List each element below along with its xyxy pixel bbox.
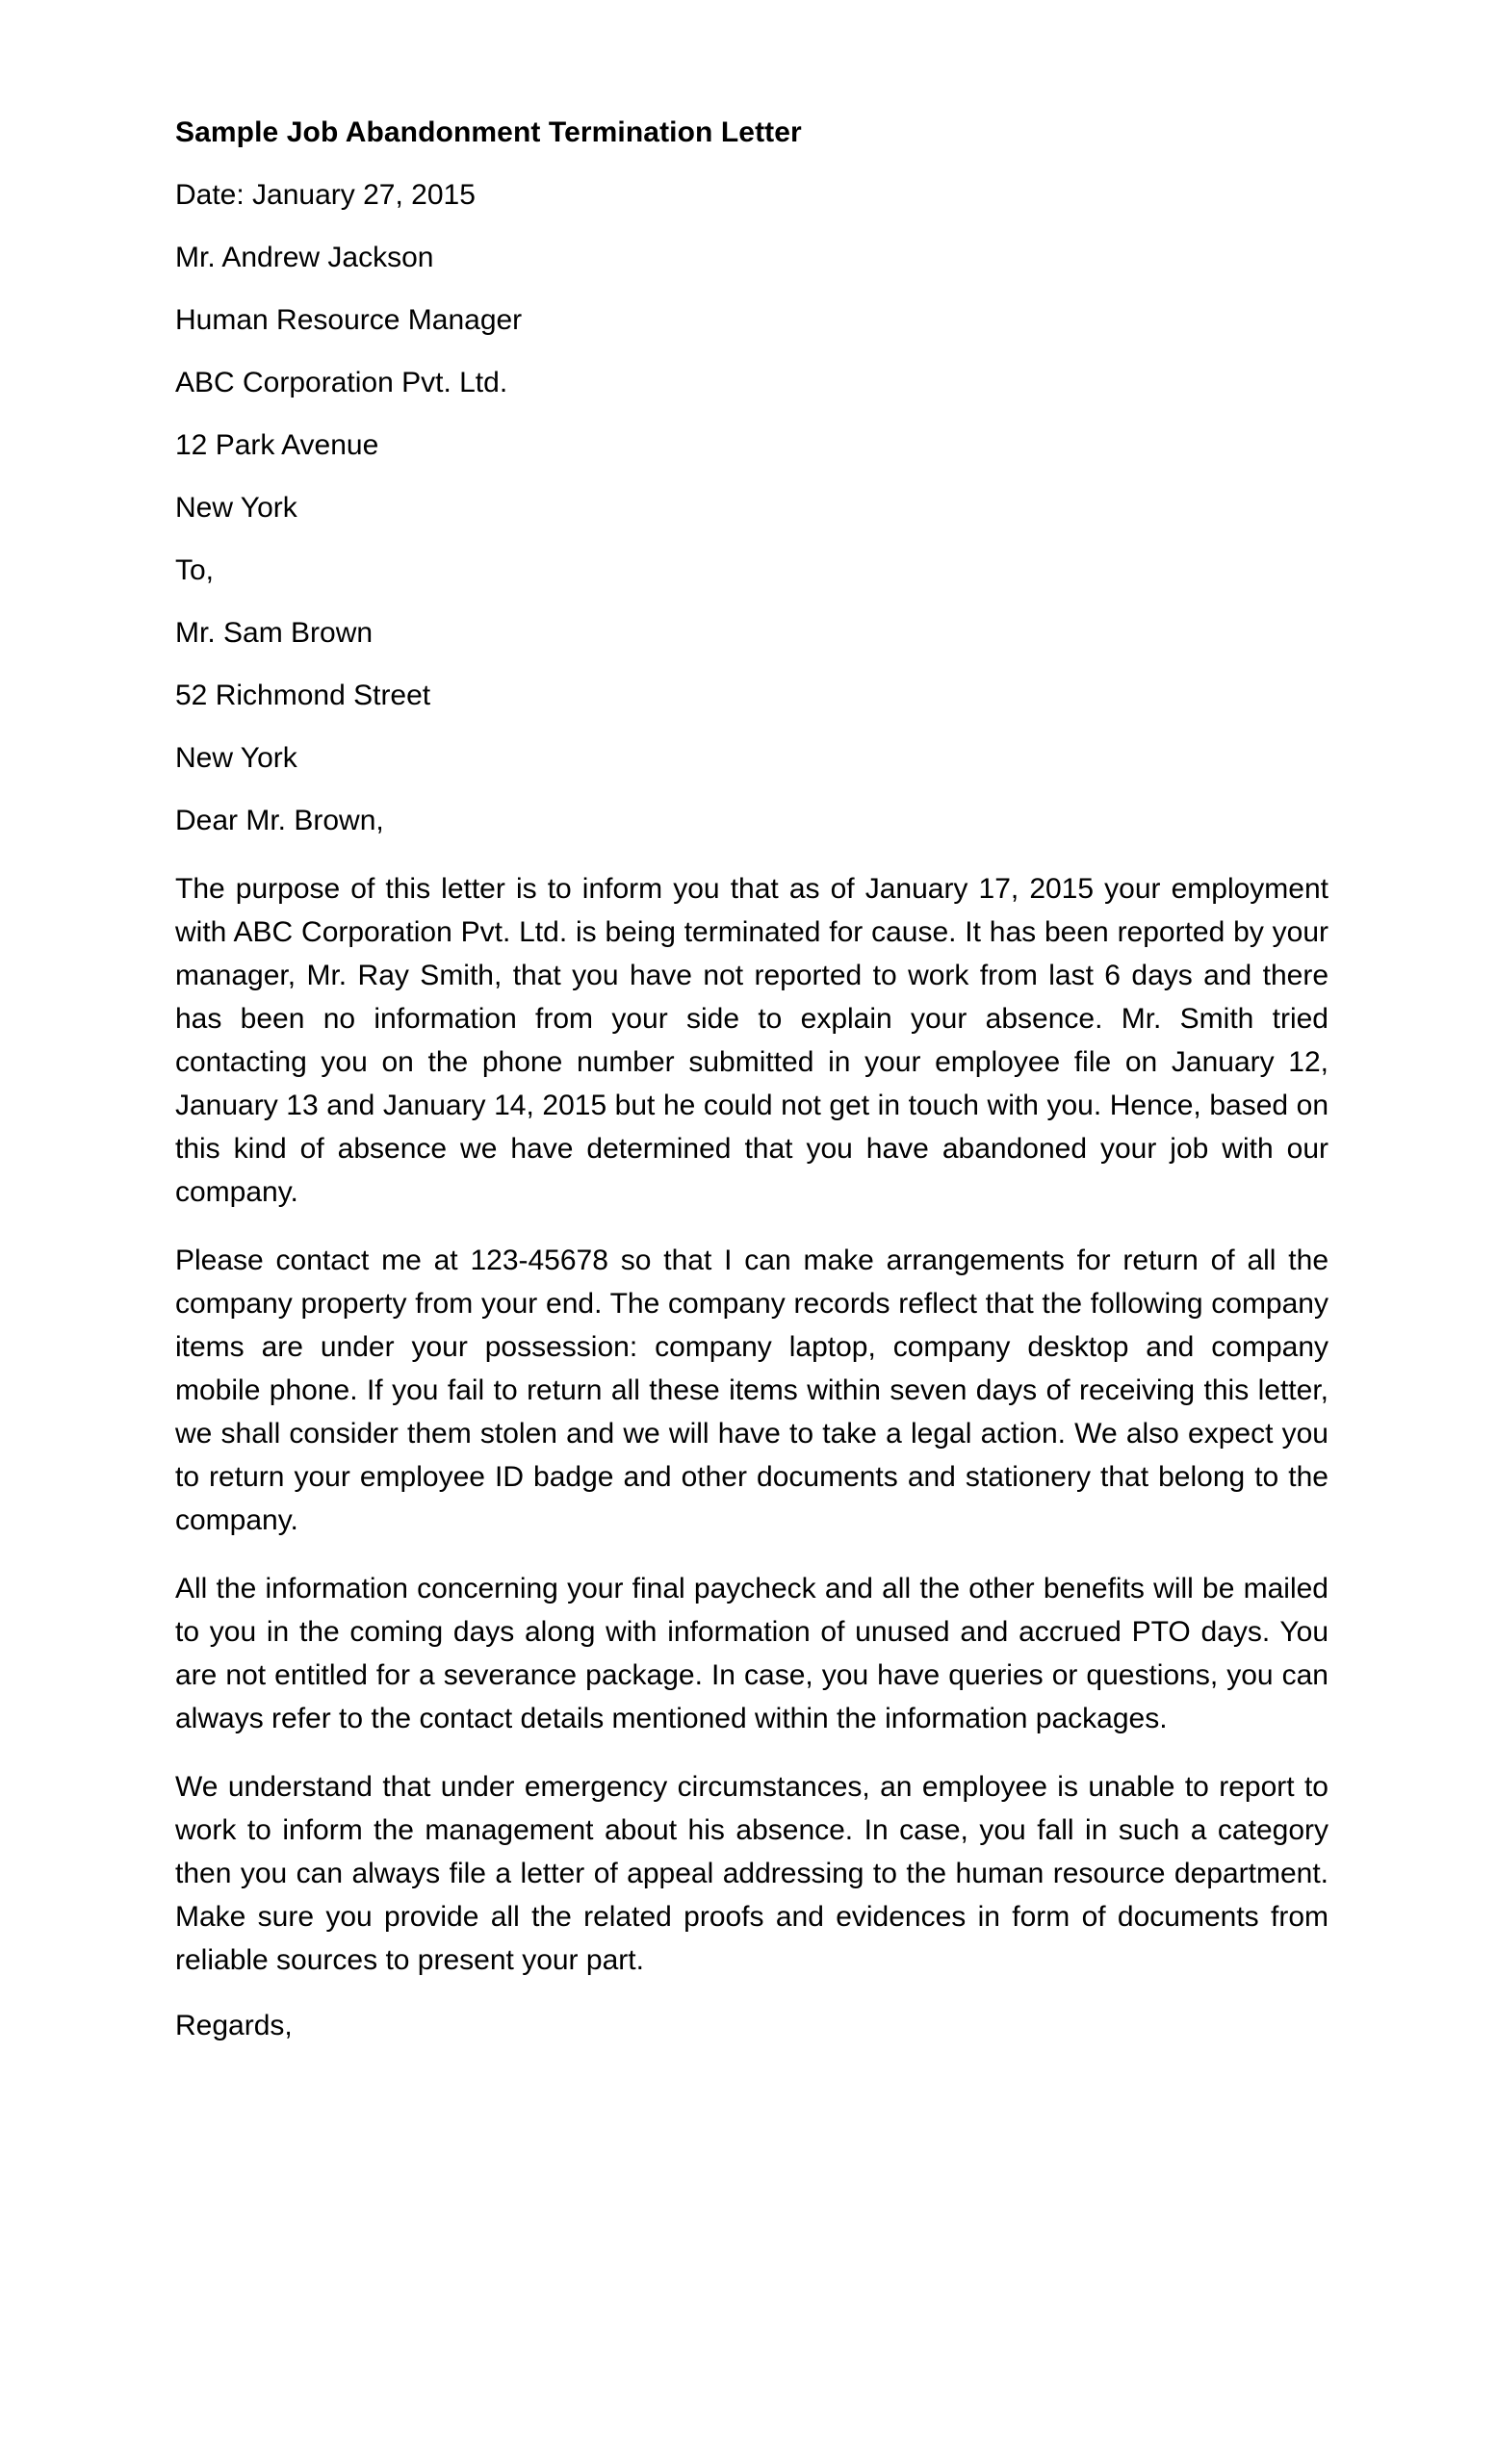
header-line-sender-street: 12 Park Avenue <box>175 429 379 461</box>
salutation: Dear Mr. Brown, <box>175 805 384 836</box>
body-paragraph-2: Please contact me at 123-45678 so that I can make arrangements for return of all the company property from your end. The company records reflect that the following company items are under your possession: company laptop, company desktop and company mobile phone. If you fail to return all these items within seven days of receiving this letter, we shall consider them stolen and we will have to take a legal action. We also expect you to return your employee ID badge and other documents and stationery that belong to the company. <box>175 1245 1328 1536</box>
header-line-sender-company: ABC Corporation Pvt. Ltd. <box>175 367 508 398</box>
body-paragraph-4: We understand that under emergency circumstances, an employee is unable to report to work to inform the management about his absence. In case, you fall in such a category then you can always file a letter of appeal addressing to the human resource department. Make sure you provide all the related proofs and evidences in form of documents from reliable sources to present your part. <box>175 1771 1328 1976</box>
page-title: Sample Job Abandonment Termination Letter <box>175 116 802 148</box>
header-line-sender-title: Human Resource Manager <box>175 304 523 336</box>
header-line-sender-city: New York <box>175 492 297 524</box>
header-line-date: Date: January 27, 2015 <box>175 179 476 211</box>
header-line-sender-name: Mr. Andrew Jackson <box>175 242 434 273</box>
header-line-to-label: To, <box>175 554 215 586</box>
header-line-recipient-city: New York <box>175 742 297 774</box>
body-paragraph-1: The purpose of this letter is to inform you that as of January 17, 2015 your employment with ABC Corporation Pvt. Ltd. is being terminated for cause. It has been reported by your manager, Mr. Ray Smith, that you have not reported to work from last 6 days and there has been no information from your side to explain your absence. Mr. Smith tried contacting you on the phone number submitted in your employee file on January 12, January 13 and January 14, 2015 but he could not get in touch with you. Hence, based on this kind of absence we have determined that you have abandoned your job with our company. <box>175 873 1328 1208</box>
header-line-recipient-street: 52 Richmond Street <box>175 680 431 711</box>
closing-salutation: Regards, <box>175 2010 293 2041</box>
header-line-recipient-name: Mr. Sam Brown <box>175 617 374 649</box>
body-paragraph-3: All the information concerning your final paycheck and all the other benefits will be mailed to you in the coming days along with information of unused and accrued PTO days. You are not entitled for a severance package. In case, you have queries or questions, you can always refer to the contact details mentioned within the information packages. <box>175 1573 1328 1734</box>
letter-content <box>175 114 1328 2045</box>
